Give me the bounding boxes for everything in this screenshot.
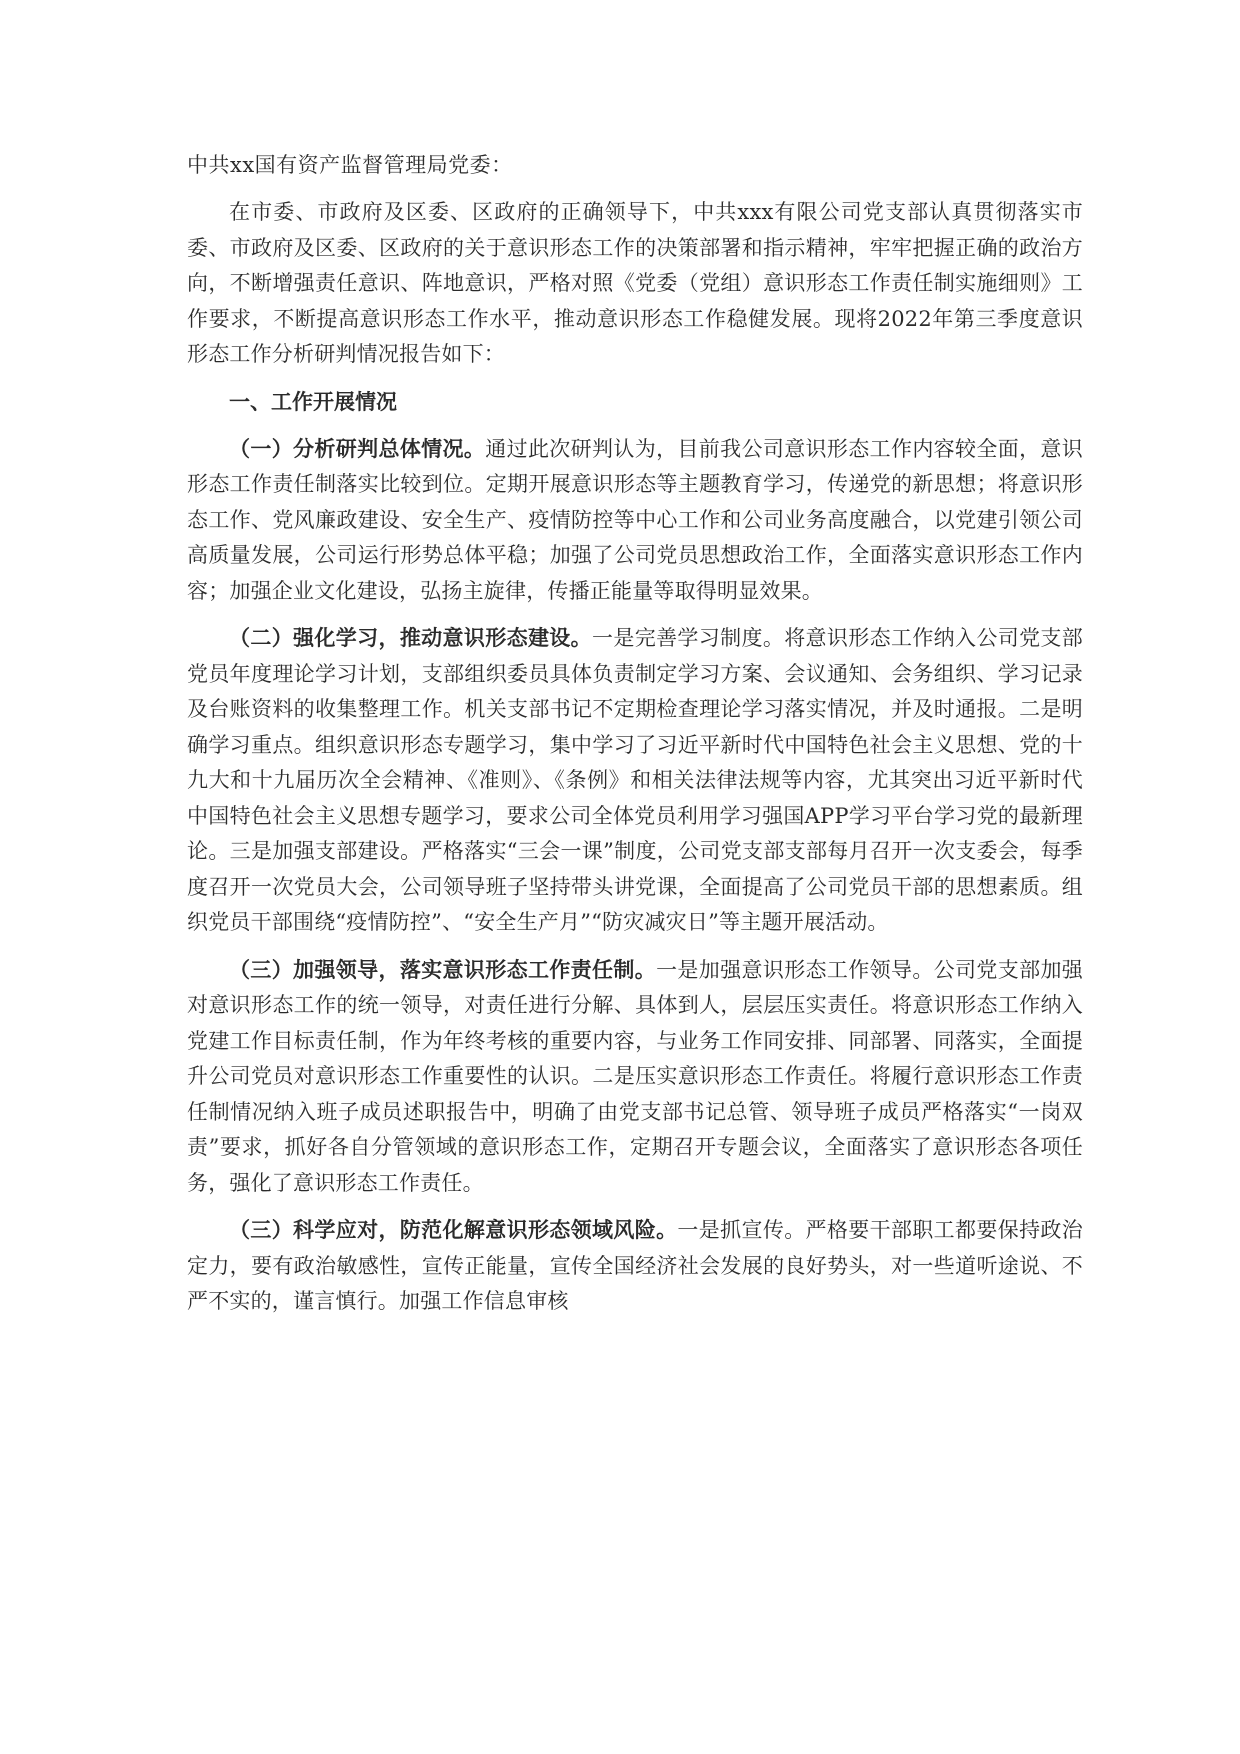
section-heading: 一、工作开展情况: [229, 389, 397, 414]
paragraph-body: 一是加强意识形态工作领导。公司党支部加强对意识形态工作的统一领导，对责任进行分解、具体到人，层层压实责任。将意识形态工作纳入党建工作目标责任制，作为年终考核的重要内容，与业务工作同安排、同部署、同落实，全面提升公司党员对意识形态工作重要性的认识。二是压实意识形态工作责任。将履行意识形态工作责任制情况纳入班子成员述职报告中，明确了由党支部书记总管、领导班子成员严格落实“一岗双责”要求，抓好各自分管领域的意识形态工作，定期召开专题会议，全面落实了意识形态各项任务，强化了意识形态工作责任。: [187, 957, 1083, 1195]
paragraph-strengthen-learning: [187, 621, 1083, 941]
paragraph-body: 一是完善学习制度。将意识形态工作纳入公司党支部党员年度理论学习计划，支部组织委员具体负责制定学习方案、会议通知、会务组织、学习记录及台账资料的收集整理工作。机关支部书记不定期检查理论学习落实情况，并及时通报。二是明确学习重点。组织意识形态专题学习，集中学习了习近平新时代中国特色社会主义思想、党的十九大和十九届历次全会精神、《准则》、《条例》和相关法律法规等内容，尤其突出习近平新时代中国特色社会主义思想专题学习，要求公司全体党员利用学习强国APP学习平台学习党的最新理论。三是加强支部建设。严格落实“三会一课”制度，公司党支部支部每月召开一次支委会，每季度召开一次党员大会，公司领导班子坚持带头讲党课，全面提高了公司党员干部的思想素质。组织党员干部围绕“疫情防控”、“安全生产月”“防灾减灾日”等主题开展活动。: [187, 626, 1083, 934]
paragraph-lead: （三）加强领导，落实意识形态工作责任制。: [229, 957, 657, 982]
paragraph-strengthen-leadership: [187, 953, 1083, 1202]
intro-paragraph: 在市委、市政府及区委、区政府的正确领导下，中共xxx有限公司党支部认真贯彻落实市委、市政府及区委、区政府的关于意识形态工作的决策部署和指示精神，牢牢把握正确的政治方向，不断增强责任意识、阵地意识，严格对照《党委（党组）意识形态工作责任制实施细则》工作要求，不断提高意识形态工作水平，推动意识形态工作稳健发展。现将2022年第三季度意识形态工作分析研判情况报告如下：: [187, 200, 1083, 366]
paragraph-overall-analysis: [187, 432, 1083, 610]
paragraph-lead: （一）分析研判总体情况。: [229, 436, 486, 461]
paragraph-lead: （二）强化学习，推动意识形态建设。: [229, 626, 593, 650]
paragraph-risk-prevention: [187, 1213, 1083, 1320]
paragraph-body: 通过此次研判认为，目前我公司意识形态工作内容较全面，意识形态工作责任制落实比较到位。定期开展意识形态等主题教育学习，传递党的新思想；将意识形态工作、党风廉政建设、安全生产、疫情防控等中心工作和公司业务高度融合，以党建引领公司高质量发展，公司运行形势总体平稳；加强了公司党员思想政治工作，全面落实意识形态工作内容；加强企业文化建设，弘扬主旋律，传播正能量等取得明显效果。: [187, 436, 1083, 603]
salutation: 中共xx国有资产监督管理局党委：: [187, 153, 513, 177]
paragraph-body: 一是抓宣传。严格要干部职工都要保持政治定力，要有政治敏感性，宣传正能量，宣传全国经济社会发展的良好势头，对一些道听途说、不严不实的，谨言慎行。加强工作信息审核: [187, 1218, 1083, 1313]
paragraph-lead: （三）科学应对，防范化解意识形态领域风险。: [229, 1218, 678, 1242]
document-page: [187, 148, 1083, 1332]
